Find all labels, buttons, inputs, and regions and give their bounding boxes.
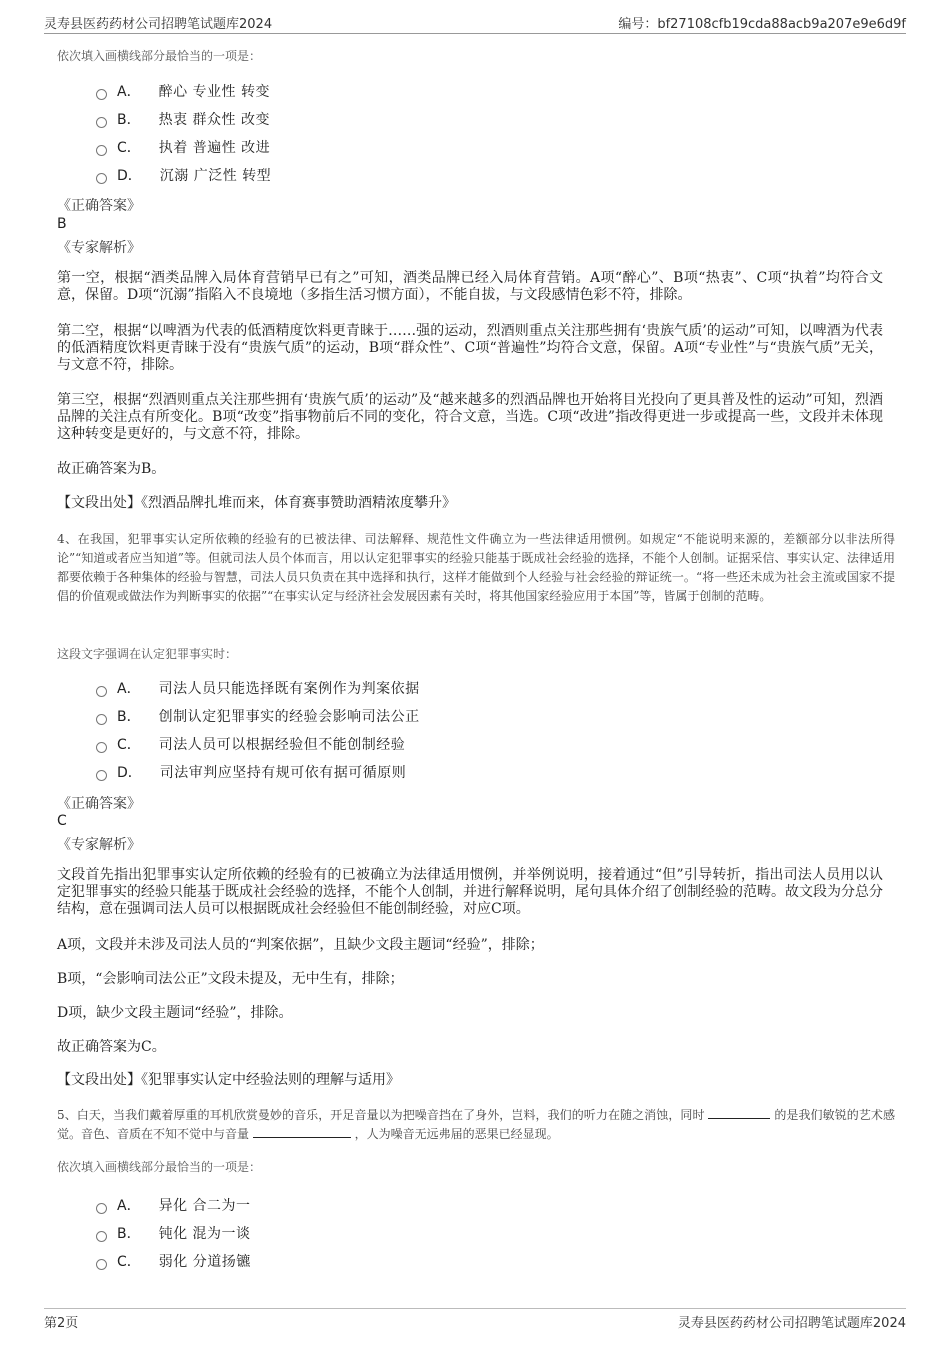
option-text: 钝化 混为一谈: [158, 1226, 251, 1242]
q3-option-d[interactable]: [96, 164, 271, 186]
radio-icon[interactable]: [96, 742, 107, 753]
q4-stem: 4、在我国，犯罪事实认定所依赖的经验有的已被法律、司法解释、规范性文件确立为一些法律适用惯例。如规定“不能说明来源的，差额部分以非法所得论”“知道或者应当知道”等。但就司法人员个体而言，用以认定犯罪事实的经验只能基于既成社会经验的选择，不能个人创制。证据采信、事实认定、法律适用都要依赖于各种集体的经验与智慧，司法人员只负责在其中选择和执行，这样才能做到个人经验与社会经验的辩证统一。“将一些还未成为社会主流或国家不提倡的价值观或做法作为判断事实的依据”“在事实认定与经济社会发展因素有关时，将其他国家经验应用于本国”等，皆属于创制的范畴。: [57, 532, 895, 603]
q3-prompt: 依次填入画横线部分最恰当的一项是：: [57, 49, 262, 63]
q3-analysis-paragraph: 第二空，根据“以啤酒为代表的低酒精度饮料更青睐于……强的运动，烈酒则重点关注那些拥有‘贵族气质’的运动”可知，以啤酒为代表的低酒精度饮料更青睐于没有“贵族气质”的运动，B项“群众性”、C项“普遍性”均符合文意，保留。A项“专业性”与“贵族气质”无关，与文意不符，排除。: [57, 323, 883, 373]
option-key: B．: [117, 709, 141, 725]
header-doc-id: 编号：bf27108cfb19cda88acb9a207e9e6d9f: [618, 17, 906, 32]
q4-option-c[interactable]: [96, 733, 405, 755]
q3-conclusion: 故正确答案为B。: [57, 461, 166, 477]
option-text: 异化 合二为一: [158, 1198, 251, 1214]
option-text: 热衷 群众性 改变: [158, 112, 271, 128]
option-text: 司法人员可以根据经验但不能创制经验: [158, 737, 406, 753]
q5-option-a[interactable]: [96, 1194, 251, 1216]
footer-divider: [44, 1308, 906, 1309]
q4-analysis-label: 《专家解析》: [57, 837, 141, 853]
option-key: A．: [117, 681, 141, 697]
page-header: [44, 13, 906, 33]
q4-analysis-paragraph: 文段首先指出犯罪事实认定所依赖的经验有的已被确立为法律适用惯例，并举例说明，接着通过“但”引导转折，指出司法人员用以认定犯罪事实的经验只能基于既成社会经验的选择，不能个人创制，并进行解释说明，尾句具体介绍了创制经验的范畴。故文段为分总分结构，意在强调司法人员可以根据既成社会经验但不能创制经验，对应C项。: [57, 867, 883, 917]
radio-icon[interactable]: [96, 117, 107, 128]
q4-option-a[interactable]: [96, 677, 420, 699]
q4-analysis-paragraph: A项，文段并未涉及司法人员的“判案依据”，且缺少文段主题词“经验”，排除；: [57, 937, 544, 953]
option-text: 醉心 专业性 转变: [158, 84, 270, 100]
option-key: C．: [117, 737, 141, 753]
q3-answer: B: [57, 216, 67, 232]
q3-analysis-label: 《专家解析》: [57, 240, 141, 256]
radio-icon[interactable]: [96, 770, 107, 781]
radio-icon[interactable]: [96, 1203, 107, 1214]
option-text: 司法审判应坚持有规可依有据可循原则: [159, 765, 407, 781]
q3-option-a[interactable]: [96, 80, 270, 102]
q5-option-b[interactable]: [96, 1222, 251, 1244]
q4-option-b[interactable]: [96, 705, 420, 727]
radio-icon[interactable]: [96, 89, 107, 100]
q4-analysis-paragraph: D项，缺少文段主题词“经验”，排除。: [57, 1005, 293, 1021]
footer-title: 灵寿县医药药材公司招聘笔试题库2024: [677, 1316, 906, 1331]
option-text: 执着 普遍性 改进: [158, 140, 271, 156]
q3-analysis-paragraph: 第三空，根据“烈酒则重点关注那些拥有‘贵族气质’的运动”及“越来越多的烈酒品牌也开始将目光投向了更具普及性的运动”可知，烈酒品牌的关注点有所变化。B项“改变”指事物前后不同的变化，符合文意，当选。C项“改进”指改得更进一步或提高一些，文段并未体现这种转变是更好的，与文意不符，排除。: [57, 392, 883, 442]
option-key: B．: [117, 1226, 141, 1242]
q5-stem-part1: 5、白天，当我们戴着厚重的耳机欣赏曼妙的音乐，开足音量以为把噪音挡在了身外，岂料，我们的听力在随之消蚀，同时: [57, 1108, 705, 1122]
page-number: 第2页: [44, 1316, 79, 1331]
q5-prompt: 依次填入画横线部分最恰当的一项是：: [57, 1160, 262, 1174]
q3-answer-label: 《正确答案》: [57, 198, 141, 214]
q4-prompt: 这段文字强调在认定犯罪事实时：: [57, 647, 238, 661]
radio-icon[interactable]: [96, 145, 107, 156]
option-key: D．: [117, 168, 142, 184]
radio-icon[interactable]: [96, 1259, 107, 1270]
radio-icon[interactable]: [96, 714, 107, 725]
option-text: 弱化 分道扬镳: [158, 1254, 251, 1270]
header-divider: [44, 33, 906, 34]
radio-icon[interactable]: [96, 173, 107, 184]
q3-analysis-paragraph: 第一空，根据“酒类品牌入局体育营销早已有之”可知，酒类品牌已经入局体育营销。A项“醉心”、B项“热衷”、C项“执着”均符合文意，保留。D项“沉溺”指陷入不良境地（多指生活习惯方面），不能自拔，与文段感情色彩不符，排除。: [57, 270, 883, 303]
radio-icon[interactable]: [96, 1231, 107, 1242]
fill-blank-1: [708, 1106, 770, 1119]
page-footer: [44, 1312, 906, 1332]
option-key: A．: [117, 84, 141, 100]
header-title: 灵寿县医药药材公司招聘笔试题库2024: [44, 17, 273, 32]
q5-stem-part3: ，人为噪音无远弗届的恶果已经显现。: [354, 1127, 559, 1141]
q3-option-b[interactable]: [96, 108, 270, 130]
fill-blank-2: [253, 1125, 351, 1138]
q5-option-c[interactable]: [96, 1250, 251, 1272]
option-text: 沉溺 广泛性 转型: [159, 168, 272, 184]
q5-stem-part2: 的是我们敏锐的艺术感觉。音色、音质在不知不觉中与音量: [57, 1108, 895, 1141]
option-key: D．: [117, 765, 142, 781]
option-key: A．: [117, 1198, 141, 1214]
option-key: C．: [117, 140, 141, 156]
q4-answer: C: [57, 813, 67, 829]
q3-option-c[interactable]: [96, 136, 270, 158]
q4-answer-label: 《正确答案》: [57, 796, 141, 812]
q4-conclusion: 故正确答案为C。: [57, 1039, 166, 1055]
q4-analysis-paragraph: B项，“会影响司法公正”文段未提及，无中生有，排除；: [57, 971, 404, 987]
option-text: 司法人员只能选择既有案例作为判案依据: [158, 681, 420, 697]
q4-option-d[interactable]: [96, 761, 406, 783]
option-key: B．: [117, 112, 141, 128]
q3-source: 【文段出处】《烈酒品牌扎堆而来，体育赛事赞助酒精浓度攀升》: [57, 495, 456, 511]
option-key: C．: [117, 1254, 141, 1270]
radio-icon[interactable]: [96, 686, 107, 697]
option-text: 创制认定犯罪事实的经验会影响司法公正: [158, 709, 420, 725]
q5-stem: [57, 1106, 895, 1144]
q4-source: 【文段出处】《犯罪事实认定中经验法则的理解与适用》: [57, 1072, 400, 1088]
